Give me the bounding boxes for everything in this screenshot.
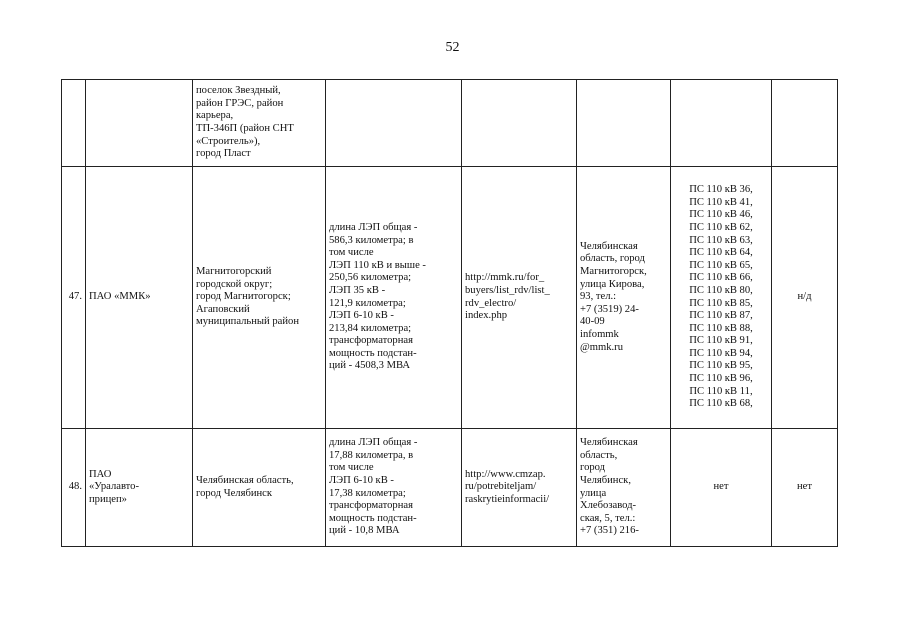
substation-line: ПС 110 кВ 91, [689,335,753,347]
row-number [62,80,86,167]
organization-line: прицеп» [89,493,127,505]
organization-line: «Уралавто- [89,481,139,493]
lines-info-line: ЛЭП 35 кВ - [329,284,386,296]
substation-line: ПС 110 кВ 80, [689,284,753,296]
contacts-line: @mmk.ru [580,341,624,353]
organization-cell [86,80,193,167]
lines-info-line: 213,84 километра; [329,322,412,334]
substation-line: ПС 110 кВ 66, [689,272,753,284]
contacts-line: улица Кирова, [580,278,645,290]
contacts-cell [577,167,671,429]
substation-line: ПС 110 кВ 85, [689,297,753,309]
substation-line: ПС 110 кВ 46, [689,209,753,221]
lines-info-line: ЛЭП 110 кВ и выше - [329,259,426,271]
page-number: 52 [445,40,460,55]
lines-info-line: ЛЭП 6-10 кВ - [329,474,394,486]
substation-line: ПС 110 кВ 88, [689,322,753,334]
territory-line: поселок Звездный, [196,85,281,97]
substation-line: ПС 110 кВ 87, [689,310,753,322]
website-cell [462,167,577,429]
entities-table [61,79,838,547]
extra-cell: н/д [772,167,838,429]
table-row [62,80,838,167]
lines-info-line: трансформаторная [329,335,413,347]
lines-info-cell [326,167,462,429]
contacts-line: область, [580,449,618,461]
contacts-cell [577,80,671,167]
website-cell [462,80,577,167]
substation-line: ПС 110 кВ 95, [689,360,753,372]
lines-info-line: 17,88 километра, в [329,449,414,461]
lines-info-line: том числе [329,462,374,474]
substation-line: ПС 110 кВ 11, [689,385,753,397]
contacts-line: infommk [580,328,619,340]
lines-info-line: 250,56 километра; [329,272,412,284]
territory-line: Магнитогорский [196,266,272,278]
lines-info-line: мощность подстан- [329,512,417,524]
substations-cell: нет [671,429,772,547]
substation-line: ПС 110 кВ 94, [689,347,753,359]
lines-info-line: длина ЛЭП общая - [329,221,418,233]
website-link[interactable]: rdv_electro/ [465,297,517,309]
territory-cell [193,167,326,429]
substation-line: ПС 110 кВ 41, [689,196,753,208]
lines-info-line: том числе [329,247,374,259]
substations-cell [671,80,772,167]
website-link[interactable]: ru/potrebiteljam/ [465,481,537,493]
lines-info-line: 121,9 километра; [329,297,406,309]
contacts-line: Челябинск, [580,474,631,486]
territory-line: муниципальный район [196,316,299,328]
contacts-line: +7 (3519) 24- [580,303,639,315]
substation-line: ПС 110 кВ 36, [689,184,753,196]
contacts-cell [577,429,671,547]
row-number: 47. [62,167,86,429]
website-link[interactable]: http://mmk.ru/for_ [465,272,545,284]
substation-line: ПС 110 кВ 64, [689,247,753,259]
territory-line: город Магнитогорск; [196,291,291,303]
website-link[interactable]: buyers/list_rdv/list_ [465,284,550,296]
territory-line: карьера, [196,110,234,122]
contacts-line: 93, тел.: [580,291,617,303]
substations-cell [671,167,772,429]
territory-line: Челябинская область, [196,474,294,486]
extra-cell: нет [772,429,838,547]
lines-info-line: ЛЭП 6-10 кВ - [329,310,394,322]
website-link[interactable]: index.php [465,310,508,322]
organization-line: ПАО [89,468,112,480]
lines-info-line: трансформаторная [329,500,413,512]
territory-cell [193,429,326,547]
lines-info-line: 586,3 километра; в [329,234,414,246]
lines-info-line: мощность подстан- [329,347,417,359]
website-link[interactable]: http://www.cmzap. [465,468,546,480]
contacts-line: ская, 5, тел.: [580,512,636,524]
substation-line: ПС 110 кВ 63, [689,234,753,246]
territory-line: «Строитель»), [196,135,261,147]
organization-cell: ПАО «ММК» [86,167,193,429]
contacts-line: +7 (351) 216- [580,525,639,537]
contacts-line: 40-09 [580,316,605,328]
extra-cell [772,80,838,167]
territory-line: город Пласт [196,148,251,160]
contacts-line: Челябинская [580,437,638,449]
substation-line: ПС 110 кВ 68, [689,398,753,410]
contacts-line: город [580,462,606,474]
table-row [62,429,838,547]
territory-line: ТП-346П (район СНТ [196,123,294,134]
substation-line: ПС 110 кВ 62, [689,221,753,233]
table-row [62,167,838,429]
lines-info-line: ций - 4508,3 МВА [329,360,411,372]
contacts-line: Хлебозавод- [580,500,637,512]
territory-cell [193,80,326,167]
organization-cell [86,429,193,547]
territory-line: городской округ; [196,278,273,290]
territory-line: Агаповский [196,303,250,315]
contacts-line: Магнитогорск, [580,266,647,278]
website-link[interactable]: raskrytieinformacii/ [465,493,550,505]
territory-line: город Челябинск [196,487,273,499]
lines-info-line: 17,38 километра; [329,487,406,499]
lines-info-cell [326,429,462,547]
territory-line: район ГРЭС, район [196,97,284,109]
lines-info-line: длина ЛЭП общая - [329,437,418,449]
contacts-line: область, город [580,253,645,265]
substation-line: ПС 110 кВ 96, [689,373,753,385]
substation-line: ПС 110 кВ 65, [689,259,753,271]
website-cell [462,429,577,547]
contacts-line: улица [580,487,607,499]
row-number: 48. [62,429,86,547]
contacts-line: Челябинская [580,240,638,252]
lines-info-line: ций - 10,8 МВА [329,525,400,537]
lines-info-cell [326,80,462,167]
